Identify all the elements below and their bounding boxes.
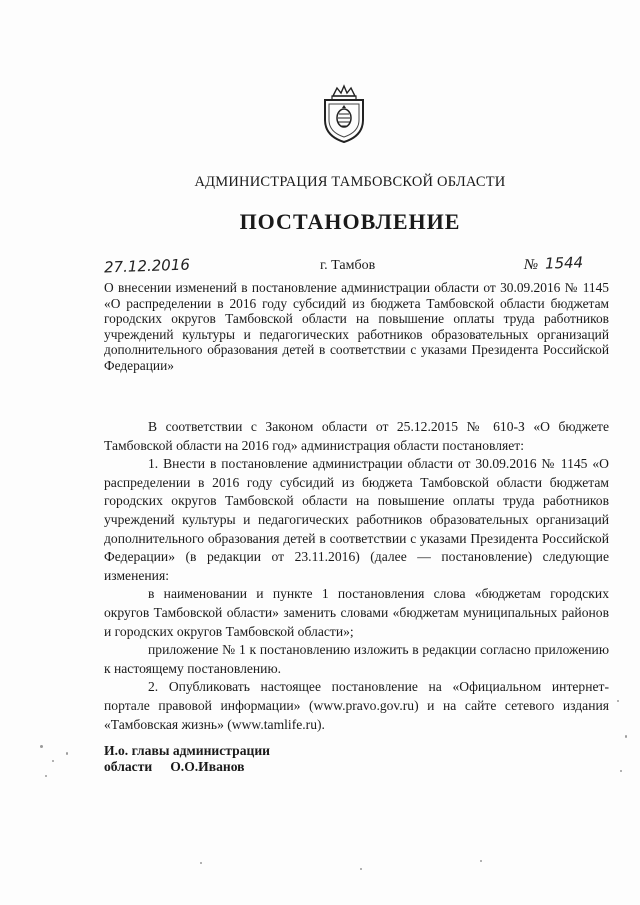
scan-noise	[66, 752, 68, 755]
signature-block	[104, 743, 270, 775]
document-subject: О внесении изменений в постановление администрации области от 30.09.2016 № 1145 «О распределении в 2016 году субсидий из бюджета Тамбовской области бюджетам городских округов Тамбовской области на повышение оплаты труда работников учреждений культуры и педагогических работников образовательных организаций дополнительного образования детей в соответствии с указами Президента Российской Федерации»	[104, 280, 609, 373]
document-number-sign: №	[524, 257, 539, 273]
document-city: г. Тамбов	[320, 258, 376, 273]
signatory-position: И.о. главы администрации	[104, 743, 270, 758]
body-paragraph: 1. Внести в постановление администрации области от 30.09.2016 № 1145 «О распределении в 2016 году субсидий из бюджета Тамбовской области бюджетам городских округов Тамбовской области на повышение оплаты труда работников учреждений культуры и педагогических работников образовательных организаций дополнительного образования детей в соответствии с указами Президента Российской Федерации» (в редакции от 23.11.2016) (далее — постановление) следующие изменения:	[104, 456, 609, 583]
scan-noise	[360, 868, 362, 870]
scan-noise	[625, 735, 627, 738]
signatory-position-cont: области	[104, 759, 153, 774]
scan-noise	[52, 760, 54, 762]
scan-noise	[620, 770, 622, 772]
scan-noise	[200, 862, 202, 864]
body-paragraph: 2. Опубликовать настоящее постановление на «Официальном интернет-портале правовой информации» (www.pravo.gov.ru) и на сайте сетевого издания «Тамбовская жизнь» (www.tamlife.ru).	[104, 679, 609, 732]
scan-noise	[40, 745, 43, 748]
body-paragraph: в наименовании и пункте 1 постановления слова «бюджетам городских округов Тамбовской области» заменить словами «бюджетам муниципальных районов и городских округов Тамбовской области»;	[104, 586, 609, 639]
scan-noise	[480, 860, 482, 862]
document-date: 27.12.2016	[103, 255, 191, 277]
signatory-name: О.О.Иванов	[170, 759, 245, 774]
coat-of-arms-icon	[319, 84, 369, 144]
organization-name: АДМИНИСТРАЦИЯ ТАМБОВСКОЙ ОБЛАСТИ	[194, 174, 506, 190]
scan-noise	[617, 700, 619, 702]
document-type-title: ПОСТАНОВЛЕНИЕ	[239, 209, 461, 234]
document-body	[104, 418, 609, 734]
body-paragraph: приложение № 1 к постановлению изложить в редакции согласно приложению к настоящему постановлению.	[104, 642, 609, 676]
document-number: 1544	[544, 253, 584, 273]
scan-noise	[45, 775, 47, 777]
body-paragraph: В соответствии с Законом области от 25.12.2015 № 610-З «О бюджете Тамбовской области на 2016 год» администрация области постановляет:	[104, 419, 609, 453]
